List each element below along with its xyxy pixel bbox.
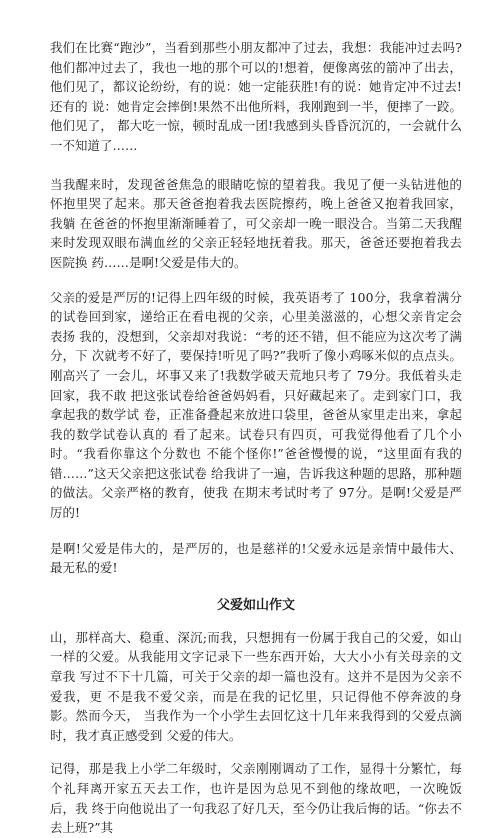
paragraph-exam-story: 父亲的爱是严厉的!记得上四年级的时候，我英语考了 100分，我拿着满分的试卷回到家，递给正在看电视的父亲，心里美滋滋的，心想父亲肯定会表扬 我的，没想到，父亲却对我说：“考的还不错，但不能应为这次考了满分，下 次就考不好了，要保持!听见了吗?”我听了像小鸡啄米似的点点头。刚高兴了 一会儿，坏事又来了!我数学破天荒地只考了 79分。我低着头走回家，我不敢 把这张试卷给爸爸妈妈看，只好藏起来了。走到家门口，我拿起我的数学试 卷，正准备叠起来放进口袋里，爸爸从家里走出来，拿起我的数学试卷认真的 看了起来。试卷只有四页，可我觉得他看了几个小时。“我看你靠这个分数也 不能个怪你!”爸爸慢慢的说，“这里面有我的错……”这天父亲把这张试卷 给我讲了一遍，告诉我这种题的思路，那种题的做法。父亲严格的教育，使我 在期末考试时考了 97分。是啊!父爱是严厉的! bbox=[50, 289, 462, 521]
paragraph-conclusion: 是啊!父爱是伟大的，是严厉的，也是慈祥的!父爱永远是亲情中最伟大、 最无私的爱! bbox=[50, 540, 467, 576]
paragraph-mountain-intro: 山，那样高大、稳重、深沉;而我，只想拥有一份属于我自己的父爱，如山一样的父爱。从我能用文字记录下一些东西开始，大大小小有关母亲的文章我 写过不下十几篇，可关于父亲的却一篇也没有。这并不是因为父亲不爱我，更 不是我不爱父亲，而是在我的记忆里，只记得他不停奔波的身影。然而今天， 当我作为一个小学生去回忆这十几年来我得到的父爱点滴时，我才真正感受到 父爱的伟大。 bbox=[50, 629, 462, 743]
paragraph-race-story: 我们在比赛“跑沙”，当看到那些小朋友都冲了过去，我想：我能冲过去吗?他们都冲过去了，我也一地的那个可以的!想着，便像离弦的箭冲了出去，他们见了，都议论纷纷，有的说：她一定能获胜!有的说：她肯定冲不过去!还有的 说：她肯定会摔倒!果然不出他所料，我刚跑到一半，便摔了一跤。他们见了， 都大吃一惊，顿时乱成一团!我感到头昏昏沉沉的，一会就什么一不知道了…… bbox=[50, 40, 462, 153]
essay-title: 父爱如山作文 bbox=[216, 597, 295, 613]
paragraph-hospital-story: 当我醒来时，发现爸爸焦急的眼睛吃惊的望着我。我见了便一头钻进他的 怀抱里哭了起来。那天爸爸抱着我去医院擦药，晚上爸爸又抱着我回家，我躺 在爸爸的怀抱里渐渐睡着了，可父亲却一晚一眼没合。当第二天我醒来时发现双眼布满血丝的父亲正轻轻地抚着我。那天，爸爸还要抱着我去医院换 药……是啊!父爱是伟大的。 bbox=[50, 176, 467, 270]
paragraph-second-grade: 记得，那是我上小学二年级时，父亲刚刚调动了工作，显得十分繁忙，每 个礼拜离开家五天去工作，也许是因为总见不到他的缘故吧，一次晚饭后，我 终于向他说出了一句我忍了好几天，至今仍让我后悔的话。“你去不去上班?”其 bbox=[50, 761, 467, 836]
